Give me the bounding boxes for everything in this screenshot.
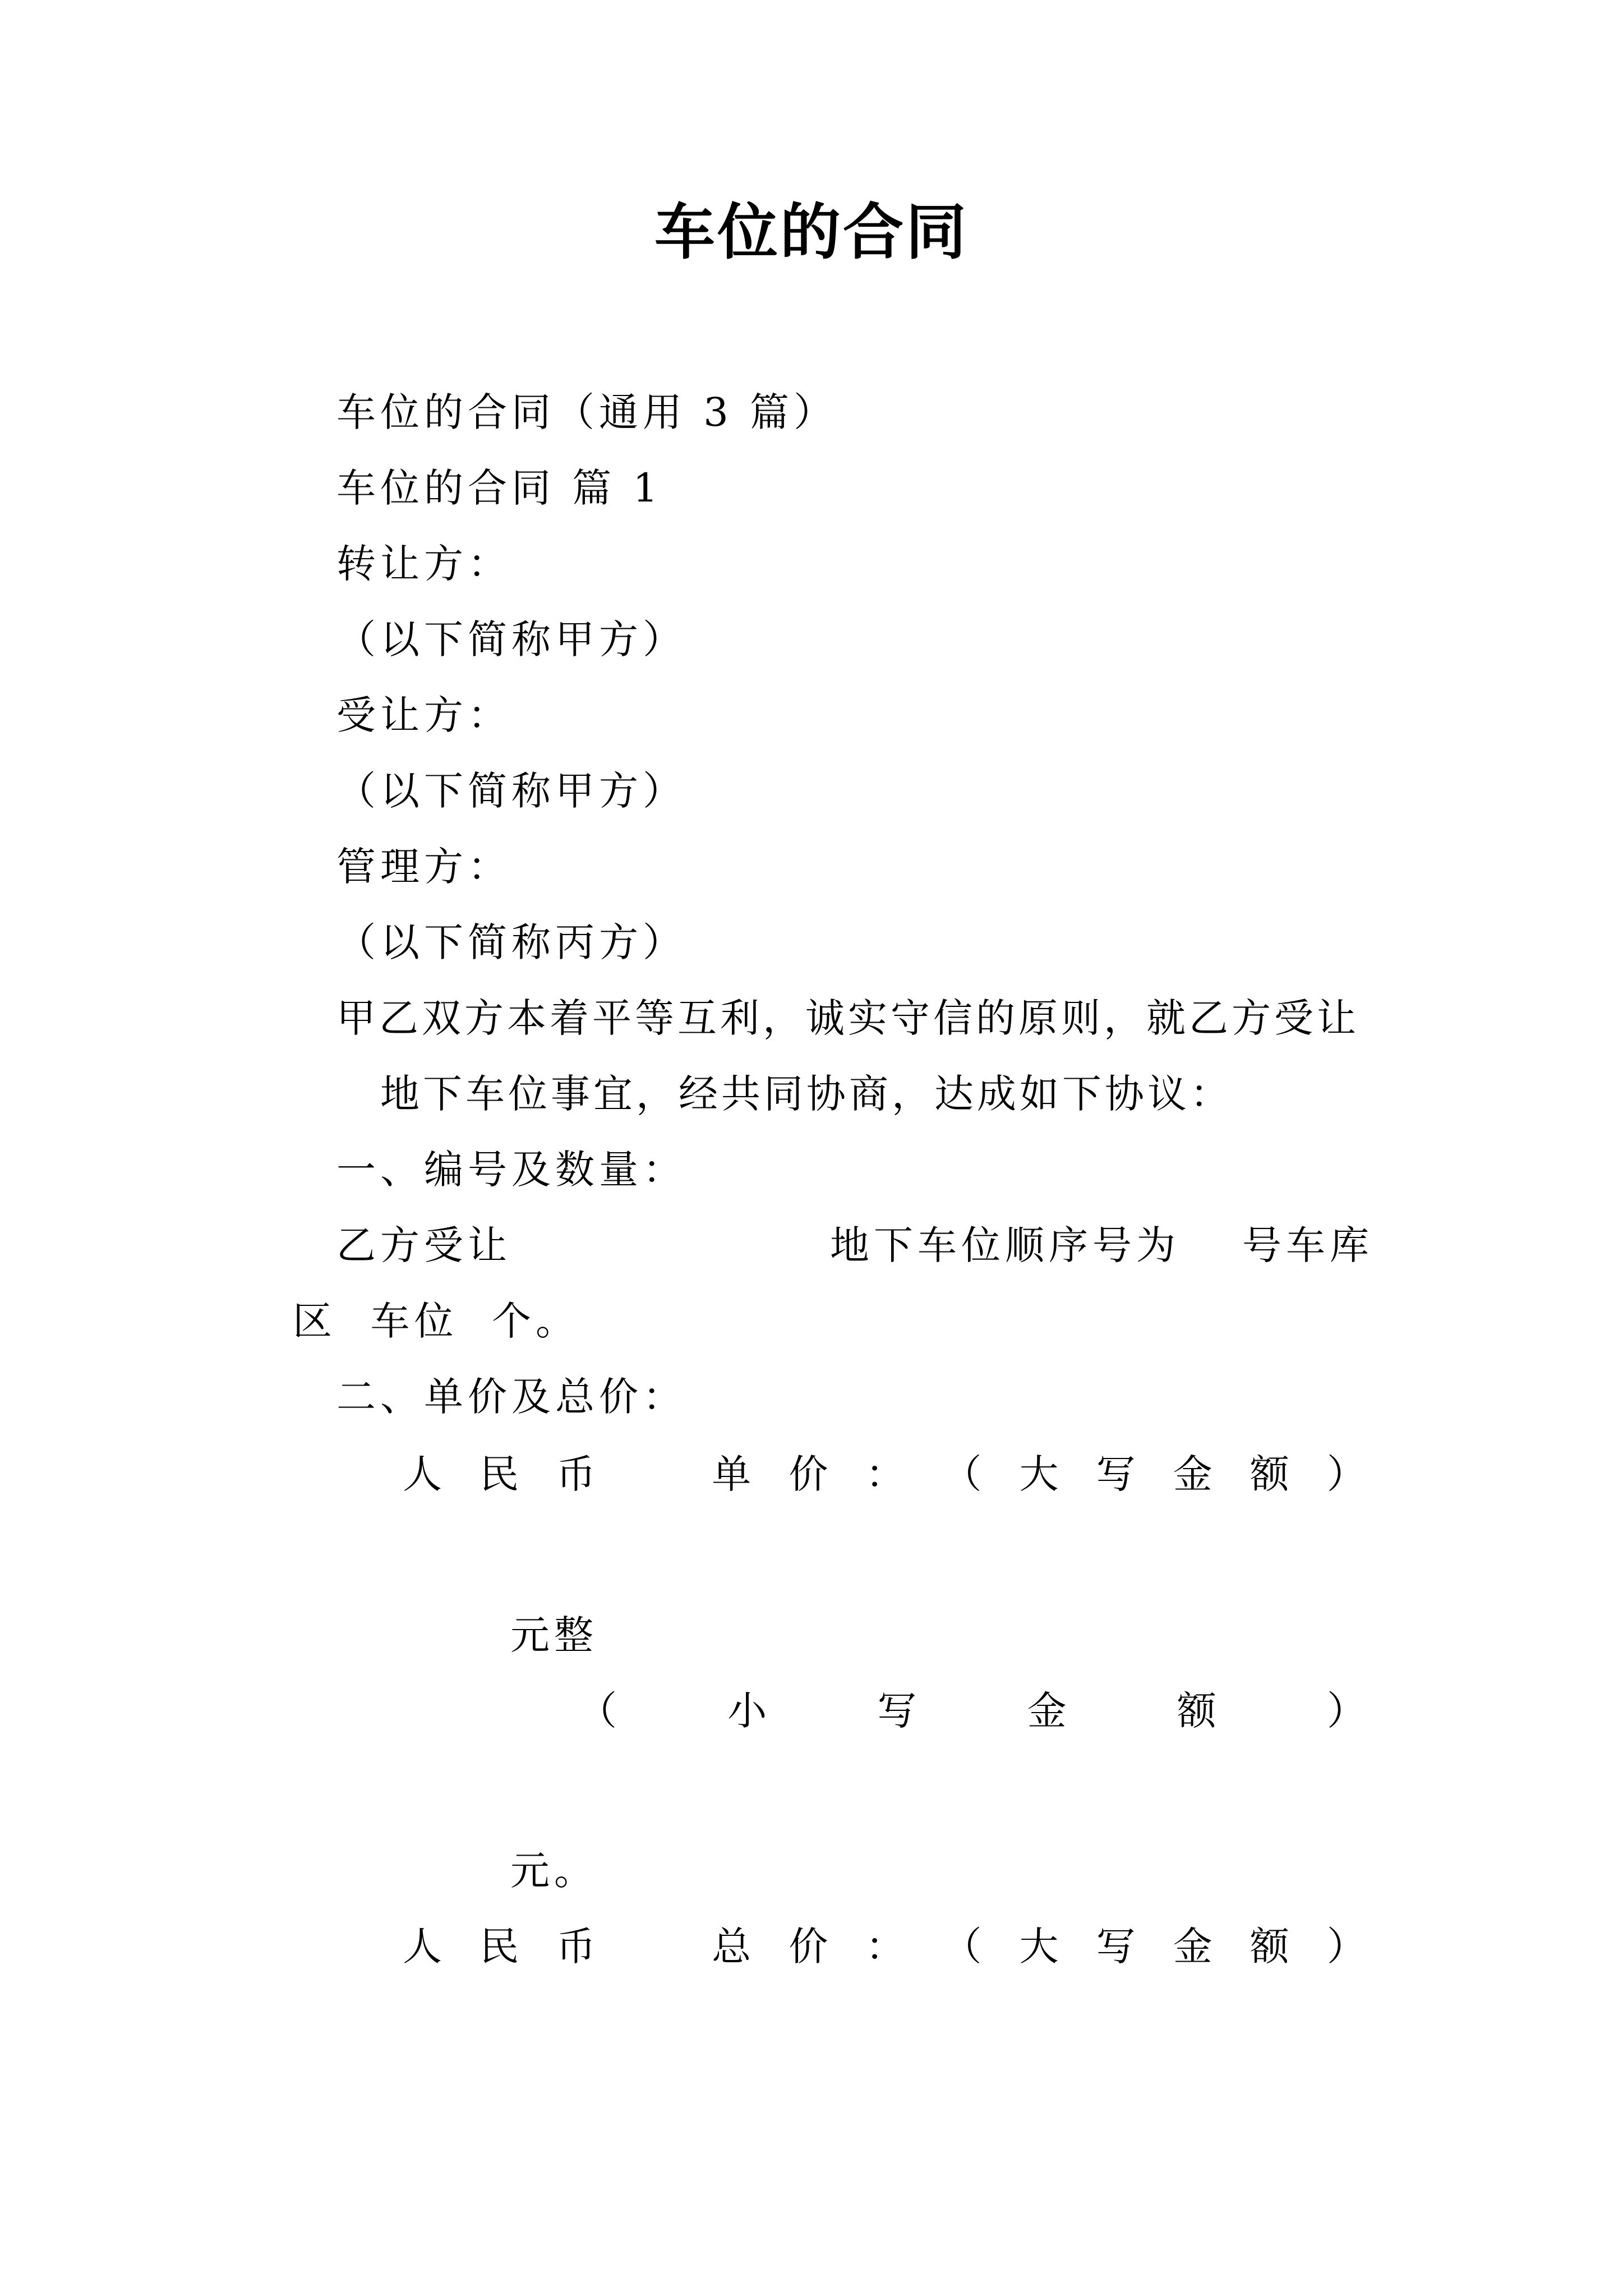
unit-price-char: 金 [1173, 1451, 1212, 1497]
unit-price-char: 人 [403, 1451, 442, 1497]
document-subtitle: 车位的合同（通用 3 篇） [336, 389, 838, 435]
total-price-char: 总 [712, 1924, 751, 1970]
clause-2-heading: 二、单价及总价： [336, 1374, 686, 1420]
unit-price-char: 价 [789, 1451, 828, 1497]
clause-1-text-right: 号车库 [1242, 1222, 1373, 1268]
total-price-char: ： [865, 1924, 905, 1970]
total-price-char: （ [942, 1924, 982, 1970]
unit-price-lower-suffix: 元。 [510, 1848, 598, 1894]
transferor-label: 转让方： [336, 541, 511, 587]
unit-price-char: （ [942, 1451, 982, 1497]
unit-price-char: 币 [556, 1451, 596, 1497]
clause-1-heading: 一、编号及数量： [336, 1147, 686, 1193]
total-price-char: 金 [1173, 1924, 1212, 1970]
total-price-char: 写 [1096, 1924, 1136, 1970]
unit-price-char: 单 [712, 1451, 751, 1497]
unit-price-lower-char: （ [578, 1688, 617, 1734]
unit-price-lower-char: 额 [1177, 1688, 1216, 1734]
document-title: 车位的合同 [654, 197, 969, 268]
unit-price-char: 写 [1096, 1451, 1136, 1497]
unit-price-lower-char: 金 [1027, 1688, 1067, 1734]
clause-1-text-left: 乙方受让 [336, 1222, 511, 1268]
unit-price-lower-char: ） [1326, 1688, 1366, 1734]
transferee-abbrev: （以下简称甲方） [336, 768, 686, 814]
transferor-abbrev: （以下简称甲方） [336, 616, 686, 662]
total-price-char: 额 [1249, 1924, 1289, 1970]
unit-price-char: 民 [479, 1451, 519, 1497]
manager-abbrev: （以下简称丙方） [336, 919, 686, 965]
unit-price-char: ： [865, 1451, 905, 1497]
total-price-char: 价 [789, 1924, 828, 1970]
unit-price-upper-suffix: 元整 [510, 1612, 598, 1658]
total-price-char: 民 [479, 1924, 519, 1970]
unit-price-char: ） [1326, 1451, 1366, 1497]
unit-price-lower-row [578, 1683, 1366, 1739]
total-price-char: 大 [1019, 1924, 1059, 1970]
section-heading: 车位的合同 篇 1 [336, 465, 663, 511]
manager-label: 管理方： [336, 844, 511, 890]
unit-price-upper-row [403, 1446, 1366, 1502]
clause-1-text-mid: 地下车位顺序号为 [830, 1222, 1180, 1268]
unit-price-char: 额 [1249, 1451, 1289, 1497]
preamble-line-1: 甲乙双方本着平等互利，诚实守信的原则，就乙方受让 [336, 995, 1359, 1041]
transferee-label: 受让方： [336, 692, 511, 738]
unit-price-char: 大 [1019, 1451, 1059, 1497]
clause-1-text-line-2: 区 车位 个。 [293, 1298, 580, 1344]
total-price-row [403, 1918, 1366, 1975]
preamble-line-2: 地下车位事宜，经共同协商，达成如下协议： [380, 1071, 1233, 1117]
unit-price-lower-char: 写 [877, 1688, 917, 1734]
total-price-char: 人 [403, 1924, 442, 1970]
total-price-char: 币 [556, 1924, 596, 1970]
total-price-char: ） [1326, 1924, 1366, 1970]
unit-price-lower-char: 小 [727, 1688, 767, 1734]
